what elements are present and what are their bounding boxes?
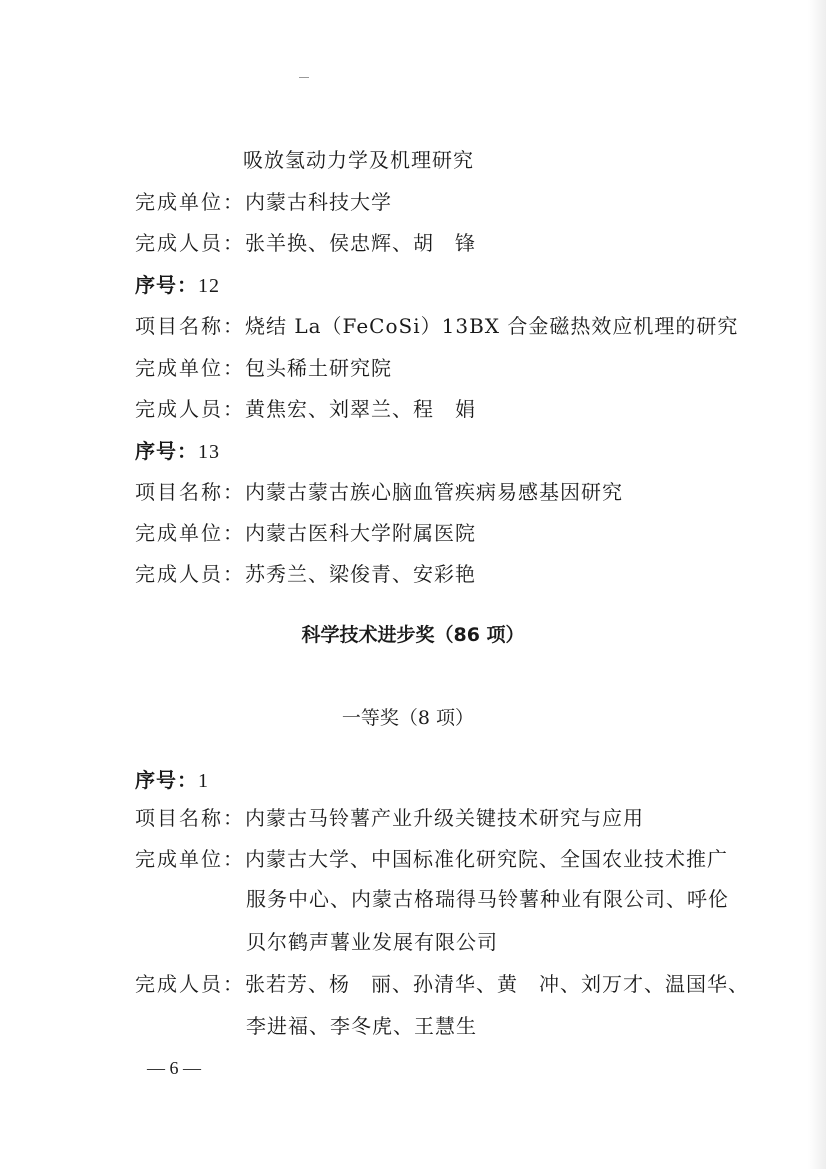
project-name-value: 内蒙古马铃薯产业升级关键技术研究与应用	[245, 806, 644, 830]
unit-row	[135, 519, 476, 547]
project-name-value: 烧结 La（FeCoSi）13BX 合金磁热效应机理的研究	[245, 314, 739, 338]
people-value-line: 李进福、李冬虎、王慧生	[246, 1014, 477, 1038]
unit-row	[135, 845, 728, 873]
people-value: 苏秀兰、梁俊青、安彩艳	[245, 562, 476, 586]
unit-row	[135, 354, 392, 382]
serial-row	[135, 271, 220, 300]
scan-mark	[299, 77, 309, 78]
people-value: 张羊换、侯忠辉、胡 锋	[245, 231, 476, 255]
people-label: 完成人员：	[135, 397, 245, 421]
serial-number: 13	[198, 441, 220, 463]
people-label: 完成人员：	[135, 972, 245, 996]
prev-item-title-continuation: 吸放氢动力学及机理研究	[243, 148, 474, 172]
project-name-label: 项目名称：	[135, 480, 245, 504]
unit-value-line: 内蒙古大学、中国标准化研究院、全国农业技术推广	[245, 847, 728, 871]
page-number: — 6 —	[147, 1058, 201, 1078]
project-name-label: 项目名称：	[135, 806, 245, 830]
unit-value-line: 服务中心、内蒙古格瑞得马铃薯种业有限公司、呼伦	[246, 887, 729, 911]
project-name-row	[135, 478, 623, 506]
section-heading: 科学技术进步奖（86 项）	[301, 624, 525, 646]
people-label: 完成人员：	[135, 562, 245, 586]
people-value-line: 张若芳、杨 丽、孙清华、黄 冲、刘万才、温国华、	[245, 972, 749, 996]
unit-label: 完成单位：	[135, 190, 245, 214]
subsection-heading: 一等奖（8 项）	[341, 707, 475, 729]
serial-number: 1	[198, 770, 209, 792]
unit-label: 完成单位：	[135, 521, 245, 545]
people-value: 黄焦宏、刘翠兰、程 娟	[245, 397, 476, 421]
serial-row	[135, 766, 209, 795]
page-edge-shadow	[808, 0, 826, 1169]
project-name-row	[135, 804, 644, 832]
project-name-row	[135, 312, 738, 340]
people-row	[135, 395, 476, 423]
unit-value: 包头稀土研究院	[245, 356, 392, 380]
serial-row	[135, 437, 220, 466]
unit-value: 内蒙古科技大学	[245, 190, 392, 214]
people-row	[135, 970, 749, 998]
project-name-value: 内蒙古蒙古族心脑血管疾病易感基因研究	[245, 480, 623, 504]
people-label: 完成人员：	[135, 231, 245, 255]
serial-number: 12	[198, 275, 220, 297]
project-name-label: 项目名称：	[135, 314, 245, 338]
people-row	[135, 560, 476, 588]
prev-item-people-row	[135, 229, 476, 257]
serial-label: 序号：	[135, 768, 198, 792]
serial-label: 序号：	[135, 439, 198, 463]
prev-item-unit-row	[135, 188, 392, 216]
unit-value-line: 贝尔鹤声薯业发展有限公司	[246, 930, 498, 954]
unit-value: 内蒙古医科大学附属医院	[245, 521, 476, 545]
serial-label: 序号：	[135, 273, 198, 297]
unit-label: 完成单位：	[135, 847, 245, 871]
unit-label: 完成单位：	[135, 356, 245, 380]
